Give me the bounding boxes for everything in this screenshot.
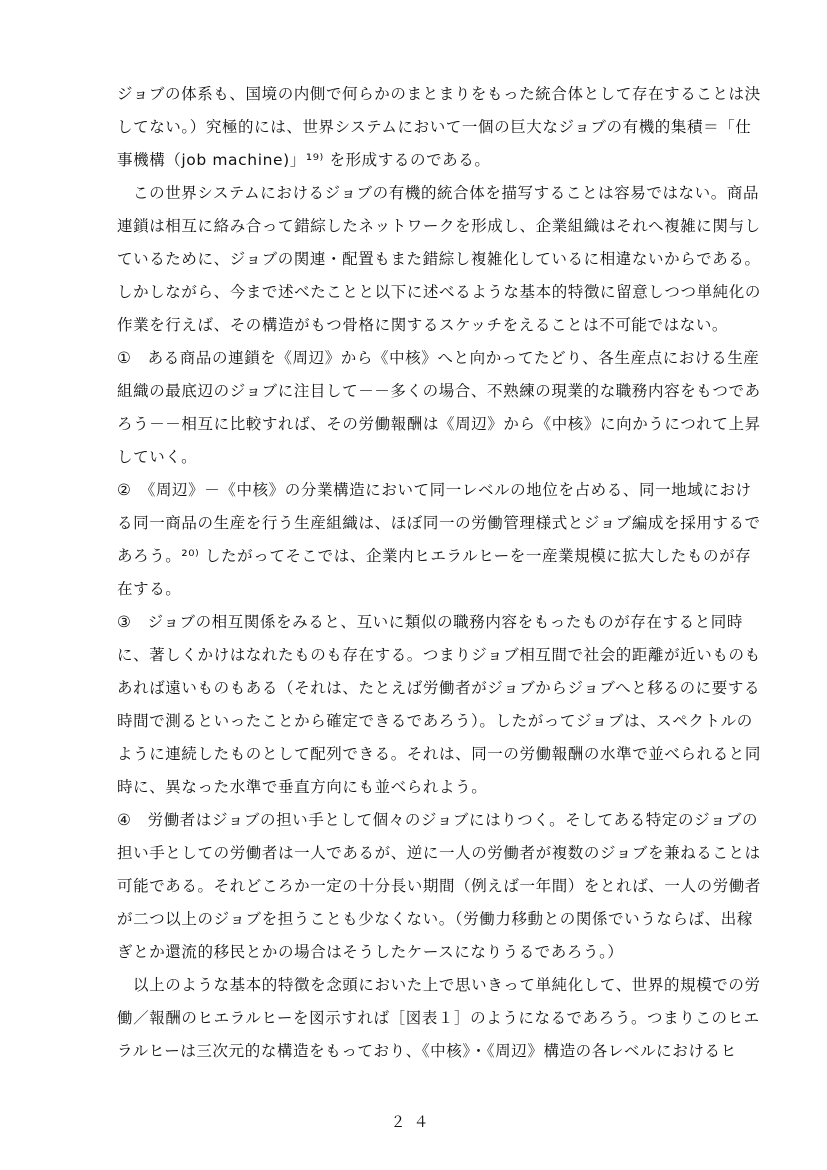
list-item-3-line: に、著しくかけはなれたものも存在する。つまりジョブ相互間で社会的距離が近いものも bbox=[117, 646, 761, 664]
body-line: 事機構（job machine)」¹⁹⁾ を形成するのである。 bbox=[117, 151, 491, 169]
list-item-3-line: 時に、異なった水準で垂直方向にも並べられよう。 bbox=[117, 778, 488, 796]
body-line: ジョブの体系も、国境の内側で何らかのまとまりをもった統合体として存在することは決 bbox=[117, 85, 761, 103]
list-item-1-line: 組織の最底辺のジョブに注目して－－多くの場合、不熟練の現業的な職務内容をもつであ bbox=[117, 382, 761, 400]
body-line: ラルヒーは三次元的な構造をもっており、《中核》・《周辺》構造の各レベルにおけるヒ bbox=[117, 1042, 737, 1060]
list-item-2-line: 在する。 bbox=[117, 580, 182, 598]
body-line: ているために、ジョブの関連・配置もまた錯綜し複雑化しているに相違ないからである。 bbox=[117, 250, 761, 268]
list-item-4-line: が二つ以上のジョブを担うことも少なくない。（労働力移動との関係でいうならば、出稼 bbox=[117, 910, 753, 928]
body-line: 働／報酬のヒエラルヒーを図示すれば［図表１］のようになるであろう。つまりこのヒエ bbox=[117, 1009, 760, 1027]
list-item-2-line: ② 《周辺》－《中核》の分業構造において同一レベルの地位を占める、同一地域におけ bbox=[117, 481, 752, 499]
body-line: しかしながら、今まで述べたことと以下に述べるような基本的特徴に留意しつつ単純化の bbox=[117, 283, 762, 301]
list-item-4-line: ぎとか還流的移民とかの場合はそうしたケースになりうるであろう。） bbox=[117, 943, 624, 961]
list-item-2-line: あろう。²⁰⁾ したがってそこでは、企業内ヒエラルヒーを一産業規模に拡大したものが存 bbox=[117, 547, 752, 565]
list-item-3-line: 時間で測るといったことから確定できるであろう）。したがってジョブは、スペクトルの bbox=[117, 712, 753, 730]
list-item-3-line: あれば遠いものもある（それは、たとえば労働者がジョブからジョブへと移るのに要する bbox=[117, 679, 761, 697]
list-item-1-line: ① ある商品の連鎖を《周辺》から《中核》へと向かってたどり、各生産点における生産 bbox=[117, 349, 760, 367]
page-number: ２４ bbox=[390, 1113, 437, 1131]
body-line: この世界システムにおけるジョブの有機的統合体を描写することは容易ではない。商品 bbox=[133, 184, 760, 202]
list-item-4-line: ④ 労働者はジョブの担い手として個々のジョブにはりつく。そしてある特定のジョブの bbox=[117, 811, 759, 829]
list-item-3-line: ③ ジョブの相互関係をみると、互いに類似の職務内容をもったものが存在すると同時 bbox=[117, 613, 743, 631]
body-line: 連鎖は相互に絡み合って錯綜したネットワークを形成し、企業組織はそれへ複雑に関与し bbox=[117, 217, 761, 235]
list-item-4-line: 可能である。それどころか一定の十分長い期間（例えば一年間）をとれば、一人の労働者 bbox=[117, 877, 762, 895]
body-line: 作業を行えば、その構造がもつ骨格に関するスケッチをえることは不可能ではない。 bbox=[117, 316, 729, 334]
list-item-2-line: る同一商品の生産を行う生産組織は、ほぼ同一の労働管理様式とジョブ編成を採用するで bbox=[117, 514, 761, 532]
body-line: してない。）究極的には、世界システムにおいて一個の巨大なジョブの有機的集積＝「仕 bbox=[117, 118, 752, 136]
body-line: 以上のような基本的特徴を念頭においた上で思いきって単純化して、世界的規模での労 bbox=[133, 976, 761, 994]
list-item-3-line: ように連続したものとして配列できる。それは、同一の労働報酬の水準で並べられると同 bbox=[117, 745, 762, 763]
list-item-4-line: 担い手としての労働者は一人であるが、逆に一人の労働者が複数のジョブを兼ねることは bbox=[117, 844, 761, 862]
list-item-1-line: ろう－－相互に比較すれば、その労働報酬は《周辺》から《中核》に向かうにつれて上昇 bbox=[117, 415, 761, 433]
list-item-1-line: していく。 bbox=[117, 448, 198, 466]
